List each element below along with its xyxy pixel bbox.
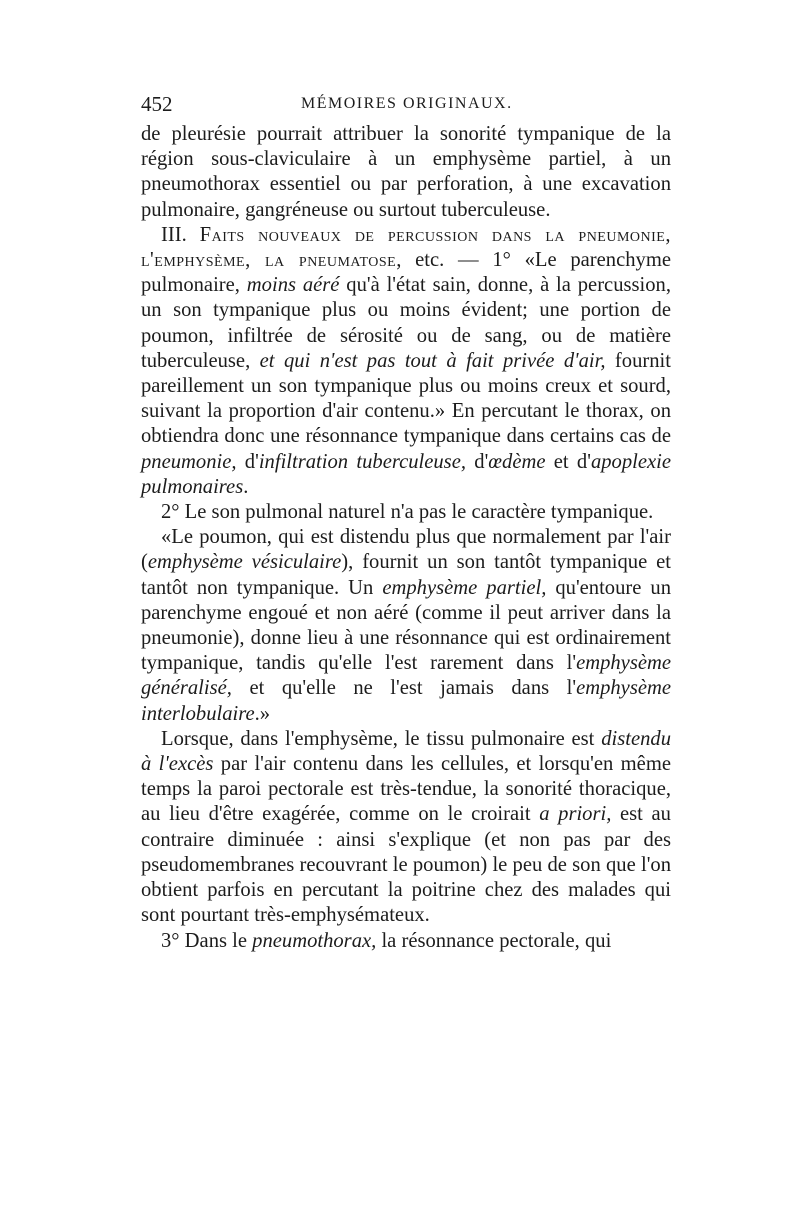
text-run: la résonnance pectorale, qui xyxy=(376,929,612,952)
italic-run: apoplexie pulmonaires xyxy=(141,450,672,498)
section-number: III. xyxy=(161,223,187,246)
italic-run: emphysème vésiculaire xyxy=(147,551,342,574)
italic-run: et qui n'est pas tout à fait privée d'air, xyxy=(259,349,606,372)
text-run: Lorsque, dans l'emphysème, le tissu pulmonaire est xyxy=(161,727,602,750)
italic-run: emphysème interlobulaire xyxy=(141,677,671,725)
italic-run: pneumothorax, xyxy=(252,929,377,952)
text-run: et qu'elle ne l'est jamais dans l' xyxy=(231,677,577,700)
text-run: , etc. — 1° «Le parenchyme pulmonaire, xyxy=(141,249,671,297)
italic-run: pneumonie, xyxy=(141,450,237,473)
italic-run: moins aéré xyxy=(246,274,340,297)
text-run: par l'air contenu dans les cellules, et lorsqu'en même temps la paroi pectorale est très-tendue, la sonorité thoracique, au lieu d'être exagérée, comme on le croirait xyxy=(141,753,671,826)
text-run: ), fournit un son tantôt tympanique et tantôt non tympanique. Un xyxy=(141,551,671,599)
paragraph-5 xyxy=(141,727,671,929)
page-header xyxy=(141,92,671,122)
running-head: MÉMOIRES ORIGINAUX. xyxy=(301,95,513,112)
paragraph-4 xyxy=(141,525,671,727)
italic-run: emphysème partiel, xyxy=(382,576,547,599)
italic-run: distendu à l'excès xyxy=(141,727,671,776)
text-run: qu'entoure un parenchyme engoué et non aéré (comme il peut arriver dans la pneumonie), donne lieu à une résonnance qui est ordinairement tympanique, tandis qu'elle l'est rarement dans l' xyxy=(141,576,671,675)
text-run: fournit pareillement un son tympanique plus ou moins creux et sourd, suivant la proportion d'air contenu.» En percutant le thorax, on obtiendra donc une résonnance tympanique dans certains cas de xyxy=(141,349,671,448)
text-run: . xyxy=(243,475,249,498)
text-run: est au contraire diminuée : ainsi s'explique (et non pas par des pseudomembranes recouvrant le poumon) le peu de son que l'on obtient parfois en percutant la poitrine chez des malades qui sont pourtant très-emphysémateux. xyxy=(141,803,671,927)
italic-run: infiltration tuberculeuse, xyxy=(258,450,466,473)
page-number: 452 xyxy=(141,92,173,116)
paragraph-2 xyxy=(141,223,671,500)
text-run: d' xyxy=(465,450,489,473)
italic-run: œdème xyxy=(488,450,546,473)
italic-run: a priori, xyxy=(539,803,612,826)
text-run: «Le poumon, qui est distendu plus que normalement par l'air ( xyxy=(141,526,671,574)
text-run: 3° Dans le xyxy=(161,929,253,952)
text-run: et d' xyxy=(545,450,591,473)
text-run: d' xyxy=(236,450,259,473)
italic-run: emphysème généralisé, xyxy=(141,652,671,700)
text-run: qu'à l'état sain, donne, à la percussion, un son tympanique plus ou moins évident; une portion de poumon, infiltrée de sérosité ou de sang, ou de matière tuberculeuse, xyxy=(141,274,671,372)
book-page xyxy=(141,92,671,954)
paragraph-1: de pleurésie pourrait attribuer la sonorité tympanique de la région sous-claviculaire à un emphysème partiel, à un pneumothorax essentiel ou par perforation, à une excavation pulmonaire, gangréneuse ou surtout tuberculeuse. xyxy=(141,123,671,221)
section-heading: Faits nouveaux de percussion dans la pneumonie, l'emphysème, la pneumatose xyxy=(141,223,672,272)
text-run: .» xyxy=(254,702,271,725)
paragraph-3: 2° Le son pulmonal naturel n'a pas le caractère tympanique. xyxy=(161,501,654,524)
body-text xyxy=(141,122,671,954)
paragraph-6 xyxy=(141,929,671,954)
